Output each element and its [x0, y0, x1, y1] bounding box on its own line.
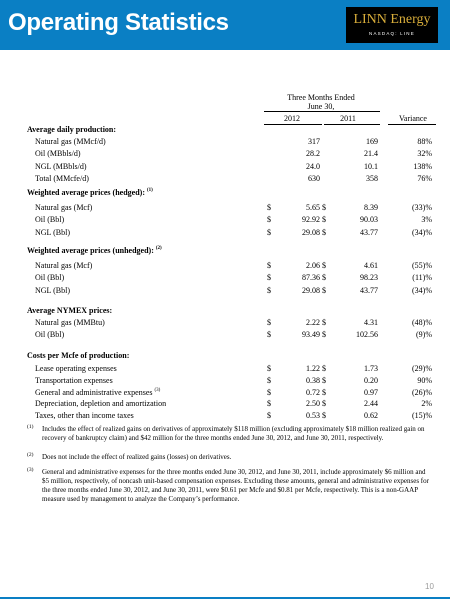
row-label-text: Depreciation, depletion and amortization [35, 399, 167, 408]
footnote-mark: (3) [27, 467, 34, 473]
row-label [35, 286, 70, 296]
row-label [35, 376, 113, 386]
section-heading-unhedged [27, 246, 162, 256]
value-2011: 43.77 [360, 228, 378, 237]
value-variance: 32% [417, 149, 432, 158]
row-label-text: Natural gas (Mcf) [35, 261, 93, 270]
value-2012: 93.49 [302, 330, 320, 339]
currency-symbol-2011: $ [322, 286, 326, 295]
value-2012: 0.72 [306, 388, 320, 397]
value-2011: 4.31 [364, 318, 378, 327]
value-2012: 2.06 [306, 261, 320, 270]
currency-symbol-2012: $ [267, 399, 271, 408]
value-2011: 0.20 [364, 376, 378, 385]
page-number: 10 [425, 582, 434, 591]
bottom-accent-line [0, 597, 450, 599]
value-2011: 4.61 [364, 261, 378, 270]
company-logo [346, 7, 438, 43]
currency-symbol-2011: $ [322, 215, 326, 224]
currency-symbol-2012: $ [267, 228, 271, 237]
row-label-text: Natural gas (Mcf) [35, 203, 93, 212]
footnote-ref: (2) [155, 246, 162, 251]
footnote-ref: (3) [154, 388, 161, 393]
value-variance: 2% [421, 399, 432, 408]
row-label-text: Natural gas (MMcf/d) [35, 137, 106, 146]
currency-symbol-2012: $ [267, 286, 271, 295]
value-2012: 5.65 [306, 203, 320, 212]
row-label [35, 174, 89, 184]
currency-symbol-2012: $ [267, 364, 271, 373]
row-label-text: Transportation expenses [35, 376, 113, 385]
value-2012: 0.53 [306, 411, 320, 420]
row-label-text: General and administrative expenses [35, 388, 153, 397]
row-label [35, 330, 64, 340]
currency-symbol-2011: $ [322, 376, 326, 385]
section-heading-costs [27, 351, 129, 361]
currency-symbol-2011: $ [322, 318, 326, 327]
col-header-variance: Variance [399, 114, 427, 123]
row-label-text: Total (MMcfe/d) [35, 174, 89, 183]
value-2012: 2.50 [306, 399, 320, 408]
row-label [35, 411, 134, 421]
value-2011: 358 [366, 174, 378, 183]
row-label [35, 203, 92, 213]
section-heading-nymex [27, 306, 112, 316]
currency-symbol-2011: $ [322, 411, 326, 420]
value-variance: 88% [417, 137, 432, 146]
value-variance: 3% [421, 215, 432, 224]
currency-symbol-2011: $ [322, 388, 326, 397]
currency-symbol-2012: $ [267, 411, 271, 420]
currency-symbol-2011: $ [322, 203, 326, 212]
value-2011: 43.77 [360, 286, 378, 295]
currency-symbol-2011: $ [322, 399, 326, 408]
period-header: Three Months Ended June 30, [287, 93, 355, 111]
value-variance: 90% [417, 376, 432, 385]
row-label-text: Natural gas (MMBtu) [35, 318, 105, 327]
value-2012: 0.38 [306, 376, 320, 385]
footnote-ref: (1) [146, 188, 153, 193]
value-2012: 1.22 [306, 364, 320, 373]
period-header-rule [264, 111, 380, 112]
value-variance: (48)% [412, 318, 432, 327]
value-variance: 76% [417, 174, 432, 183]
value-2011: 10.1 [364, 162, 378, 171]
row-label [35, 273, 64, 283]
value-variance: (33)% [412, 203, 432, 212]
row-label [35, 215, 64, 225]
value-2012: 92.92 [302, 215, 320, 224]
title-bar [0, 0, 450, 50]
col-header-rule-variance [388, 124, 436, 125]
currency-symbol-2012: $ [267, 273, 271, 282]
value-2011: 98.23 [360, 273, 378, 282]
row-label-text: Oil (Bbl) [35, 330, 65, 339]
col-header-rule-2012 [264, 124, 322, 125]
value-2011: 1.73 [364, 364, 378, 373]
value-variance: (34)% [412, 228, 432, 237]
value-2012: 29.08 [302, 286, 320, 295]
currency-symbol-2011: $ [322, 364, 326, 373]
row-label-text: Oil (Bbl) [35, 215, 65, 224]
value-variance: (55)% [412, 261, 432, 270]
value-2012: 630 [308, 174, 320, 183]
value-2012: 29.08 [302, 228, 320, 237]
value-2011: 169 [366, 137, 378, 146]
footnote-text: Includes the effect of realized gains on derivatives of approximately $118 million (excluding approximately $18 million realized gain on recovery of bankruptcy claim) and $42 million for the three months ended June 30, 2012, and June 30, 2011, respectively. [42, 425, 425, 442]
currency-symbol-2012: $ [267, 203, 271, 212]
section-heading-label: Weighted average prices (unhedged): [27, 246, 154, 255]
footnote-text: Does not include the effect of realized gains (losses) on derivatives. [42, 453, 232, 461]
section-heading-production [27, 125, 116, 135]
value-2012: 317 [308, 137, 320, 146]
value-2011: 2.44 [364, 399, 378, 408]
currency-symbol-2012: $ [267, 261, 271, 270]
currency-symbol-2012: $ [267, 215, 271, 224]
row-label-text: NGL (Bbl) [35, 286, 71, 295]
row-label [35, 228, 70, 238]
currency-symbol-2012: $ [267, 376, 271, 385]
value-2012: 24.0 [306, 162, 320, 171]
footnote-mark: (2) [27, 452, 34, 458]
value-2011: 21.4 [364, 149, 378, 158]
row-label-text: Oil (Bbl) [35, 273, 65, 282]
section-heading-label: Average NYMEX prices: [27, 306, 113, 315]
logo-name: LINN Energy [353, 12, 431, 27]
value-variance: (11)% [412, 273, 432, 282]
row-label [35, 261, 92, 271]
currency-symbol-2012: $ [267, 388, 271, 397]
value-2012: 2.22 [306, 318, 320, 327]
row-label [35, 162, 86, 172]
row-label-text: Oil (MBbls/d) [35, 149, 81, 158]
value-variance: (29)% [412, 364, 432, 373]
row-label [35, 149, 81, 159]
value-variance: (34)% [412, 286, 432, 295]
currency-symbol-2011: $ [322, 273, 326, 282]
currency-symbol-2011: $ [322, 228, 326, 237]
currency-symbol-2011: $ [322, 330, 326, 339]
footnote-text: General and administrative expenses for the three months ended June 30, 2012, and June 30, 2011, include approximately $6 million and $5 million, respectively, of noncash unit-based compensation expenses. Excluding these amounts, general and administrative expenses for the three months ended June 30, 2012, and June 30, 2011, were $0.61 per Mcfe and $0.81 per Mcfe, respectively. This is a non-GAAP measure used by management to analyze the Company’s performance. [42, 468, 429, 503]
value-variance: (15)% [412, 411, 432, 420]
currency-symbol-2011: $ [322, 261, 326, 270]
section-heading-hedged [27, 188, 153, 198]
value-2011: 102.56 [356, 330, 378, 339]
col-header-2011: 2011 [340, 114, 356, 123]
section-heading-label: Weighted average prices (hedged): [27, 188, 145, 197]
currency-symbol-2012: $ [267, 330, 271, 339]
col-header-rule-2011 [324, 124, 380, 125]
row-label [35, 364, 117, 374]
row-label [35, 318, 105, 328]
value-variance: (9)% [416, 330, 432, 339]
footnote-mark: (1) [27, 424, 34, 430]
row-label-text: Taxes, other than income taxes [35, 411, 134, 420]
section-heading-label: Average daily production: [27, 125, 117, 134]
row-label [35, 388, 160, 398]
row-label-text: Lease operating expenses [35, 364, 117, 373]
value-2012: 28.2 [306, 149, 320, 158]
page-title: Operating Statistics [8, 9, 229, 36]
row-label-text: NGL (Bbl) [35, 228, 71, 237]
value-variance: (26)% [412, 388, 432, 397]
row-label [35, 399, 166, 409]
value-2012: 87.36 [302, 273, 320, 282]
row-label-text: NGL (MBbls/d) [35, 162, 87, 171]
section-heading-label: Costs per Mcfe of production: [27, 351, 130, 360]
col-header-2012: 2012 [284, 114, 300, 123]
value-2011: 0.62 [364, 411, 378, 420]
value-2011: 0.97 [364, 388, 378, 397]
value-2011: 90.03 [360, 215, 378, 224]
value-2011: 8.39 [364, 203, 378, 212]
value-variance: 138% [413, 162, 432, 171]
row-label [35, 137, 106, 147]
currency-symbol-2012: $ [267, 318, 271, 327]
logo-subtitle: NASDAQ: LINE [369, 31, 415, 36]
